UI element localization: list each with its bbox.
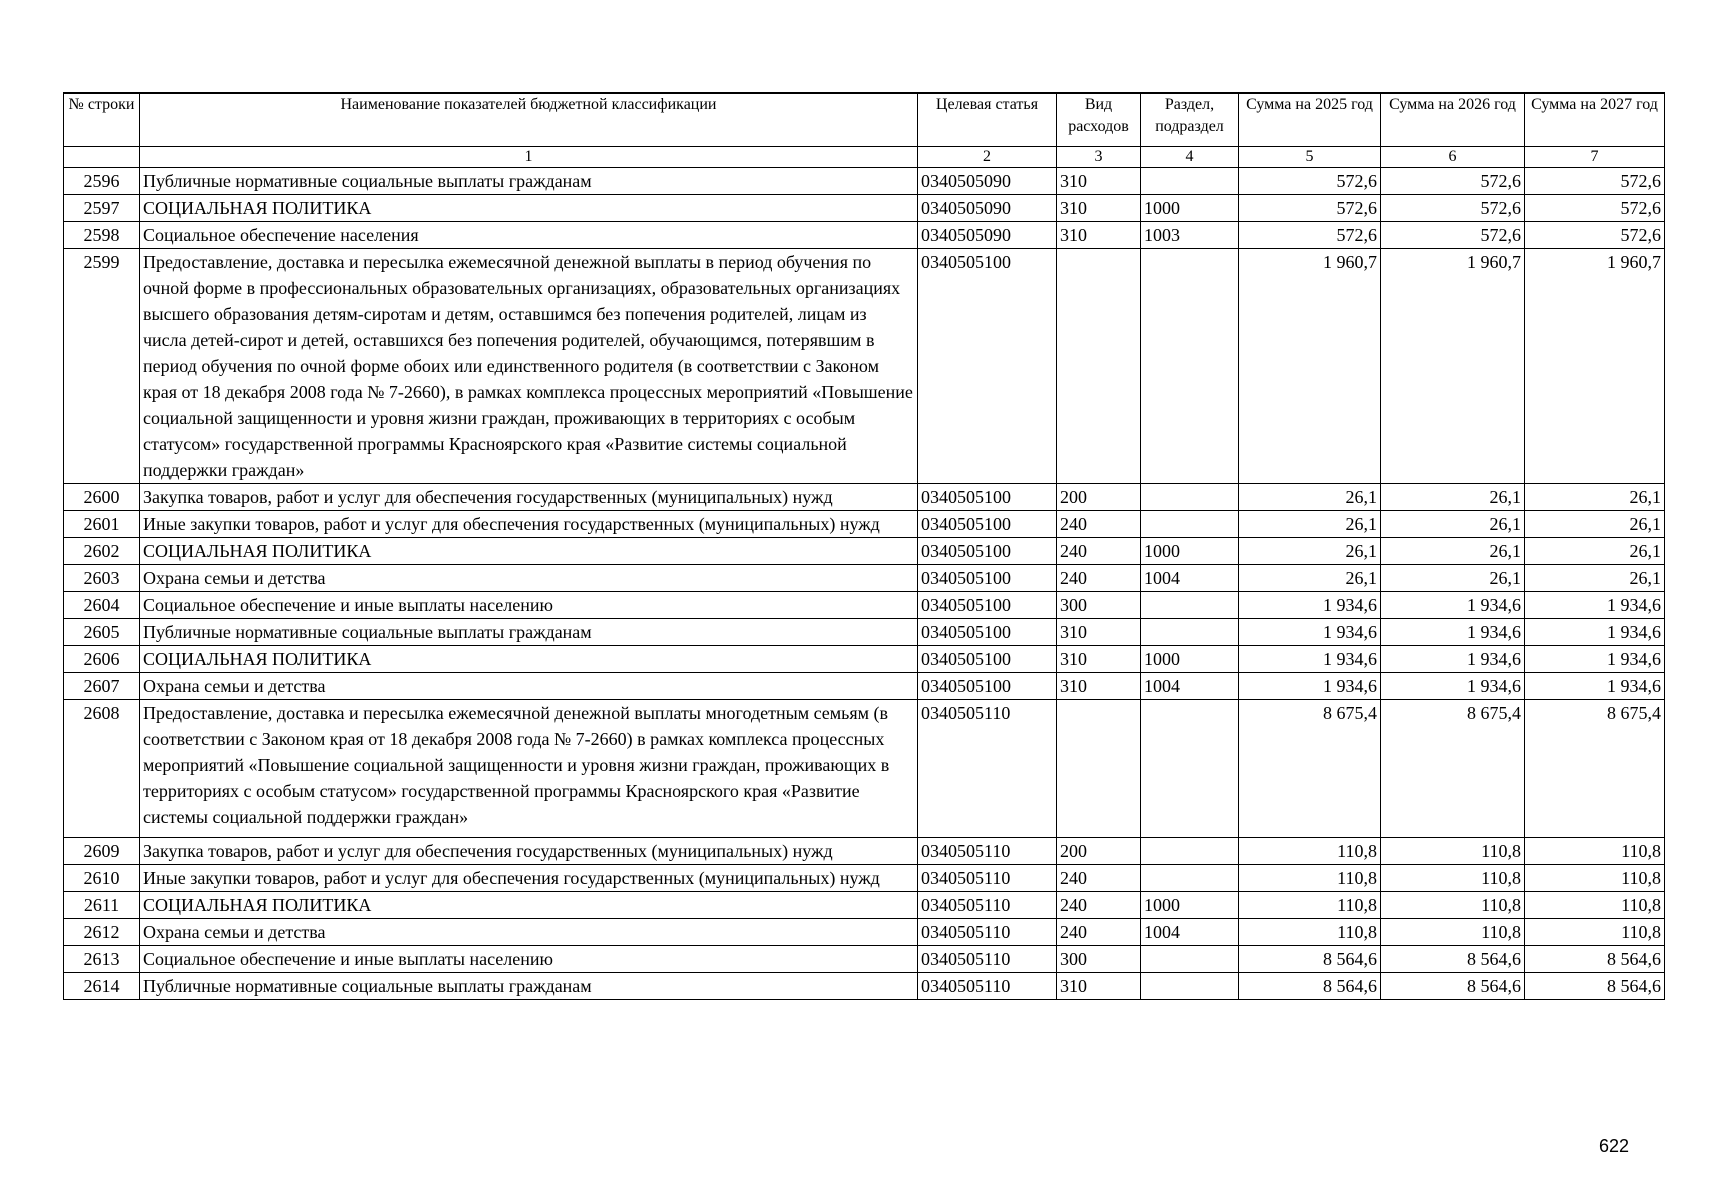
row-sum-2026: 572,6 [1381, 168, 1525, 195]
row-section: 1000 [1141, 646, 1239, 673]
row-sum-2027: 110,8 [1525, 919, 1665, 946]
row-sum-2026: 1 934,6 [1381, 619, 1525, 646]
table-row [64, 222, 1665, 249]
row-sum-2026: 110,8 [1381, 838, 1525, 865]
row-name: СОЦИАЛЬНАЯ ПОЛИТИКА [140, 538, 918, 565]
row-sum-2025: 110,8 [1239, 892, 1381, 919]
row-name: Предоставление, доставка и пересылка ежемесячной денежной выплаты многодетным семьям (в соответствии с Законом края от 18 декабря 2008 года № 7-2660) в рамках комплекса процессных мероприятий «Повышение социальной защищенности и уровня жизни граждан, проживающих в территориях с особым статусом» государственной программы Красноярского края «Развитие системы социальной поддержки граждан» [140, 700, 918, 838]
row-sum-2025: 8 675,4 [1239, 700, 1381, 838]
row-sum-2025: 1 934,6 [1239, 592, 1381, 619]
row-sum-2025: 26,1 [1239, 511, 1381, 538]
row-name: Публичные нормативные социальные выплаты гражданам [140, 619, 918, 646]
row-sum-2027: 8 564,6 [1525, 946, 1665, 973]
table-row [64, 195, 1665, 222]
row-sum-2026: 26,1 [1381, 565, 1525, 592]
row-expense-type [1057, 249, 1141, 484]
header-vid: Вид расходов [1057, 93, 1141, 147]
header-razdel: Раздел, подраздел [1141, 93, 1239, 147]
row-section [1141, 484, 1239, 511]
row-number: 2604 [64, 592, 140, 619]
row-sum-2027: 110,8 [1525, 892, 1665, 919]
row-sum-2027: 572,6 [1525, 222, 1665, 249]
row-expense-type: 310 [1057, 619, 1141, 646]
table-row [64, 865, 1665, 892]
row-sum-2026: 1 934,6 [1381, 646, 1525, 673]
row-section [1141, 592, 1239, 619]
row-name: Охрана семьи и детства [140, 919, 918, 946]
row-sum-2026: 26,1 [1381, 511, 1525, 538]
column-number: 1 [140, 147, 918, 168]
row-name: Социальное обеспечение и иные выплаты населению [140, 946, 918, 973]
row-name: Охрана семьи и детства [140, 565, 918, 592]
row-number: 2597 [64, 195, 140, 222]
row-number: 2598 [64, 222, 140, 249]
row-target-article: 0340505110 [918, 892, 1057, 919]
header-row [64, 93, 1665, 147]
row-number: 2608 [64, 700, 140, 838]
row-target-article: 0340505100 [918, 592, 1057, 619]
row-target-article: 0340505110 [918, 946, 1057, 973]
row-sum-2025: 8 564,6 [1239, 946, 1381, 973]
row-sum-2027: 572,6 [1525, 168, 1665, 195]
column-number-row [64, 147, 1665, 168]
row-sum-2026: 110,8 [1381, 919, 1525, 946]
row-name: Закупка товаров, работ и услуг для обеспечения государственных (муниципальных) нужд [140, 838, 918, 865]
row-sum-2027: 110,8 [1525, 865, 1665, 892]
row-section: 1004 [1141, 919, 1239, 946]
table-row [64, 838, 1665, 865]
row-number: 2605 [64, 619, 140, 646]
row-section [1141, 511, 1239, 538]
row-number: 2613 [64, 946, 140, 973]
table-row [64, 946, 1665, 973]
row-name: Иные закупки товаров, работ и услуг для обеспечения государственных (муниципальных) нужд [140, 511, 918, 538]
row-target-article: 0340505100 [918, 619, 1057, 646]
row-target-article: 0340505100 [918, 565, 1057, 592]
row-sum-2025: 110,8 [1239, 865, 1381, 892]
row-expense-type: 310 [1057, 673, 1141, 700]
row-section [1141, 249, 1239, 484]
row-section [1141, 973, 1239, 1000]
row-sum-2026: 1 960,7 [1381, 249, 1525, 484]
table-row [64, 892, 1665, 919]
row-sum-2027: 1 934,6 [1525, 673, 1665, 700]
row-number: 2611 [64, 892, 140, 919]
row-number: 2600 [64, 484, 140, 511]
row-expense-type [1057, 700, 1141, 838]
row-name: Публичные нормативные социальные выплаты гражданам [140, 973, 918, 1000]
table-row [64, 919, 1665, 946]
table-row [64, 484, 1665, 511]
row-sum-2026: 8 675,4 [1381, 700, 1525, 838]
row-section: 1000 [1141, 892, 1239, 919]
row-section [1141, 168, 1239, 195]
row-number: 2603 [64, 565, 140, 592]
row-target-article: 0340505100 [918, 249, 1057, 484]
row-target-article: 0340505110 [918, 865, 1057, 892]
row-sum-2026: 572,6 [1381, 195, 1525, 222]
row-name: Закупка товаров, работ и услуг для обеспечения государственных (муниципальных) нужд [140, 484, 918, 511]
row-name: Социальное обеспечение населения [140, 222, 918, 249]
row-sum-2027: 1 934,6 [1525, 646, 1665, 673]
table-row [64, 538, 1665, 565]
row-section [1141, 946, 1239, 973]
row-section: 1003 [1141, 222, 1239, 249]
row-sum-2027: 26,1 [1525, 484, 1665, 511]
row-sum-2027: 1 934,6 [1525, 592, 1665, 619]
row-number: 2614 [64, 973, 140, 1000]
table-row [64, 592, 1665, 619]
table-row [64, 511, 1665, 538]
budget-table [63, 92, 1665, 1000]
row-number: 2610 [64, 865, 140, 892]
row-number: 2602 [64, 538, 140, 565]
row-expense-type: 310 [1057, 646, 1141, 673]
table-row [64, 646, 1665, 673]
row-sum-2025: 26,1 [1239, 565, 1381, 592]
row-number: 2599 [64, 249, 140, 484]
row-expense-type: 310 [1057, 168, 1141, 195]
row-sum-2026: 8 564,6 [1381, 973, 1525, 1000]
row-sum-2025: 1 934,6 [1239, 619, 1381, 646]
column-number: 3 [1057, 147, 1141, 168]
row-section [1141, 865, 1239, 892]
row-sum-2026: 26,1 [1381, 484, 1525, 511]
row-sum-2027: 26,1 [1525, 538, 1665, 565]
row-name: Предоставление, доставка и пересылка ежемесячной денежной выплаты в период обучения по очной форме в профессиональных образовательных организациях, образовательных организациях высшего образования детям-сиротам и детям, оставшимся без попечения родителей, лицам из числа детей-сирот и детей, оставшихся без попечения родителей, обучающимся, потерявшим в период обучения по очной форме обоих или единственного родителя (в соответствии с Законом края от 18 декабря 2008 года № 7-2660), в рамках комплекса процессных мероприятий «Повышение социальной защищенности и уровня жизни граждан, проживающих в территориях с особым статусом» государственной программы Красноярского края «Развитие системы социальной поддержки граждан» [140, 249, 918, 484]
row-sum-2027: 26,1 [1525, 565, 1665, 592]
row-sum-2027: 572,6 [1525, 195, 1665, 222]
row-expense-type: 310 [1057, 195, 1141, 222]
row-target-article: 0340505110 [918, 973, 1057, 1000]
row-expense-type: 240 [1057, 919, 1141, 946]
column-number: 4 [1141, 147, 1239, 168]
row-sum-2025: 26,1 [1239, 484, 1381, 511]
row-sum-2025: 1 934,6 [1239, 646, 1381, 673]
row-target-article: 0340505100 [918, 484, 1057, 511]
header-target: Целевая статья [918, 93, 1057, 147]
row-sum-2026: 572,6 [1381, 222, 1525, 249]
row-name: Охрана семьи и детства [140, 673, 918, 700]
column-number: 5 [1239, 147, 1381, 168]
row-expense-type: 300 [1057, 592, 1141, 619]
row-target-article: 0340505110 [918, 838, 1057, 865]
row-sum-2027: 26,1 [1525, 511, 1665, 538]
row-target-article: 0340505110 [918, 700, 1057, 838]
row-expense-type: 200 [1057, 484, 1141, 511]
row-expense-type: 300 [1057, 946, 1141, 973]
row-sum-2025: 572,6 [1239, 222, 1381, 249]
row-expense-type: 240 [1057, 892, 1141, 919]
table-row [64, 168, 1665, 195]
row-sum-2025: 110,8 [1239, 838, 1381, 865]
table-row [64, 700, 1665, 838]
header-sum-2025: Сумма на 2025 год [1239, 93, 1381, 147]
row-sum-2025: 572,6 [1239, 168, 1381, 195]
row-number: 2609 [64, 838, 140, 865]
row-target-article: 0340505090 [918, 222, 1057, 249]
row-expense-type: 310 [1057, 973, 1141, 1000]
row-sum-2027: 8 675,4 [1525, 700, 1665, 838]
table-row [64, 619, 1665, 646]
row-sum-2026: 1 934,6 [1381, 673, 1525, 700]
row-sum-2025: 572,6 [1239, 195, 1381, 222]
row-target-article: 0340505100 [918, 511, 1057, 538]
column-number-empty [64, 147, 140, 168]
row-expense-type: 240 [1057, 538, 1141, 565]
row-target-article: 0340505090 [918, 168, 1057, 195]
row-name: Иные закупки товаров, работ и услуг для обеспечения государственных (муниципальных) нужд [140, 865, 918, 892]
row-target-article: 0340505100 [918, 646, 1057, 673]
row-target-article: 0340505100 [918, 673, 1057, 700]
row-section [1141, 838, 1239, 865]
row-name: Публичные нормативные социальные выплаты гражданам [140, 168, 918, 195]
row-section [1141, 619, 1239, 646]
row-section: 1000 [1141, 195, 1239, 222]
row-sum-2025: 110,8 [1239, 919, 1381, 946]
table-row [64, 973, 1665, 1000]
header-sum-2026: Сумма на 2026 год [1381, 93, 1525, 147]
row-name: СОЦИАЛЬНАЯ ПОЛИТИКА [140, 892, 918, 919]
header-sum-2027: Сумма на 2027 год [1525, 93, 1665, 147]
row-number: 2601 [64, 511, 140, 538]
row-sum-2025: 1 934,6 [1239, 673, 1381, 700]
row-name: СОЦИАЛЬНАЯ ПОЛИТИКА [140, 195, 918, 222]
table-row [64, 673, 1665, 700]
row-number: 2607 [64, 673, 140, 700]
header-num: № строки [64, 93, 140, 147]
row-sum-2027: 8 564,6 [1525, 973, 1665, 1000]
row-target-article: 0340505110 [918, 919, 1057, 946]
row-sum-2026: 26,1 [1381, 538, 1525, 565]
row-sum-2026: 110,8 [1381, 892, 1525, 919]
row-sum-2025: 1 960,7 [1239, 249, 1381, 484]
row-sum-2026: 1 934,6 [1381, 592, 1525, 619]
row-section: 1000 [1141, 538, 1239, 565]
row-sum-2027: 1 960,7 [1525, 249, 1665, 484]
page-number: 622 [1599, 1136, 1630, 1156]
column-number: 2 [918, 147, 1057, 168]
row-section: 1004 [1141, 673, 1239, 700]
row-sum-2026: 110,8 [1381, 865, 1525, 892]
row-sum-2025: 26,1 [1239, 538, 1381, 565]
row-sum-2025: 8 564,6 [1239, 973, 1381, 1000]
row-section [1141, 700, 1239, 838]
row-number: 2612 [64, 919, 140, 946]
column-number: 7 [1525, 147, 1665, 168]
row-sum-2027: 110,8 [1525, 838, 1665, 865]
row-name: Социальное обеспечение и иные выплаты населению [140, 592, 918, 619]
row-sum-2027: 1 934,6 [1525, 619, 1665, 646]
table-body [64, 168, 1665, 1000]
column-number: 6 [1381, 147, 1525, 168]
table-row [64, 249, 1665, 484]
row-section: 1004 [1141, 565, 1239, 592]
row-expense-type: 200 [1057, 838, 1141, 865]
row-target-article: 0340505090 [918, 195, 1057, 222]
row-sum-2026: 8 564,6 [1381, 946, 1525, 973]
row-number: 2596 [64, 168, 140, 195]
table-row [64, 565, 1665, 592]
row-name: СОЦИАЛЬНАЯ ПОЛИТИКА [140, 646, 918, 673]
row-target-article: 0340505100 [918, 538, 1057, 565]
header-name: Наименование показателей бюджетной классификации [140, 93, 918, 147]
row-expense-type: 240 [1057, 511, 1141, 538]
row-number: 2606 [64, 646, 140, 673]
row-expense-type: 240 [1057, 865, 1141, 892]
row-expense-type: 240 [1057, 565, 1141, 592]
row-expense-type: 310 [1057, 222, 1141, 249]
